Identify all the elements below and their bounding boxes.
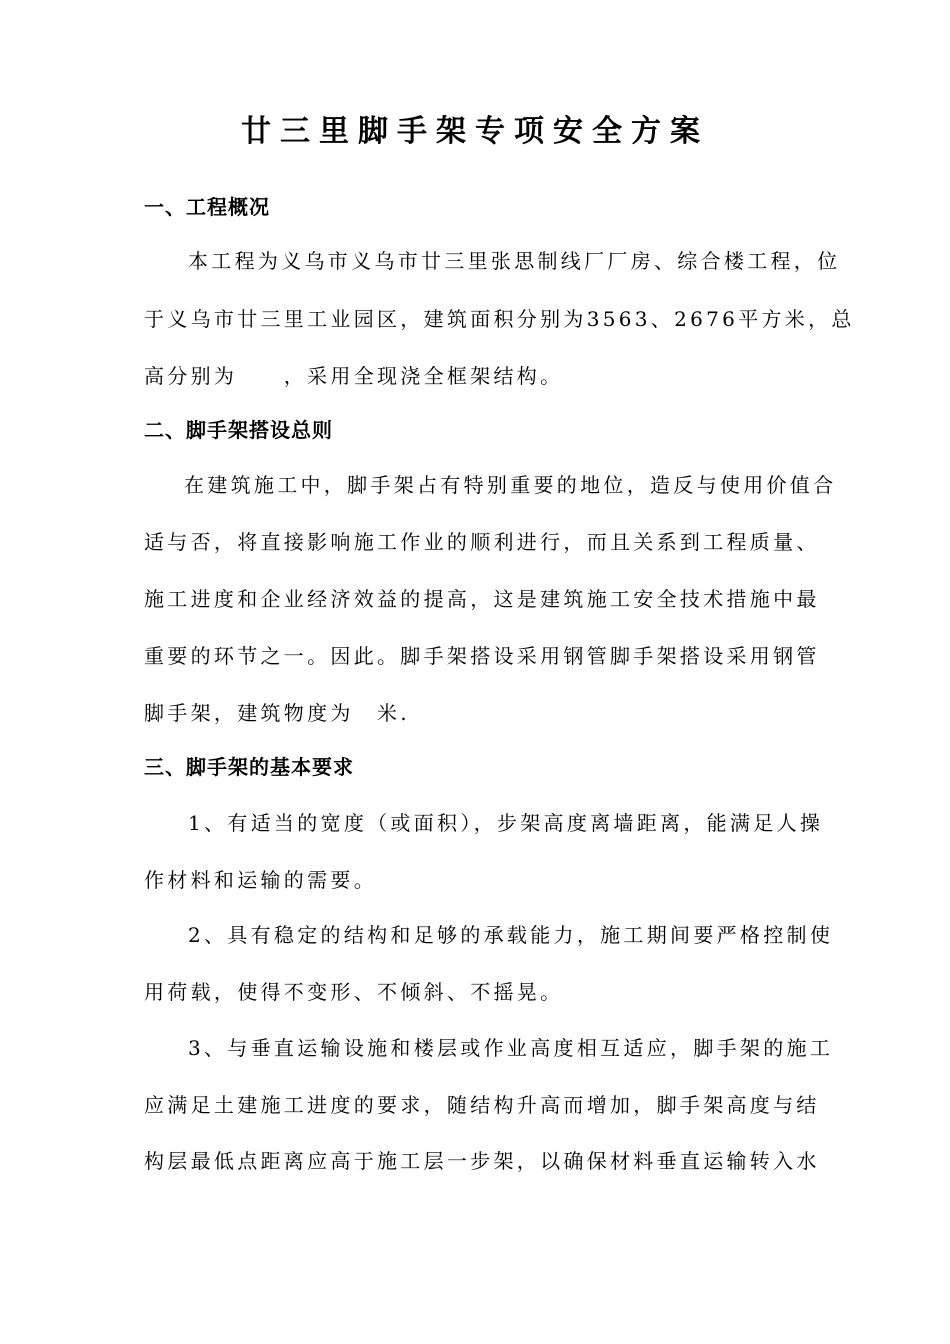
section-heading-basic-requirements: 三、脚手架的基本要求 xyxy=(144,755,354,779)
document-title: 廿三里脚手架专项安全方案 xyxy=(241,114,709,149)
paragraph-line: 1、有适当的宽度（或面积），步架高度离墙距离，能满足人操 xyxy=(188,811,824,835)
paragraph-line: 高分别为 ，采用全现浇全框架结构。 xyxy=(144,364,564,388)
paragraph-line: 施工进度和企业经济效益的提高，这是建筑施工安全技术措施中最 xyxy=(144,587,820,611)
paragraph-line: 脚手架，建筑物度为 米. xyxy=(144,701,410,725)
paragraph-line: 3、与垂直运输设施和楼层或作业高度相互适应，脚手架的施工 xyxy=(188,1036,834,1060)
section-heading-general-rules: 二、脚手架搭设总则 xyxy=(144,418,333,442)
paragraph-line: 构层最低点距离应高于施工层一步架，以确保材料垂直运输转入水 xyxy=(144,1149,820,1173)
paragraph-line: 于义乌市廿三里工业园区，建筑面积分别为3563、2676平方米，总 xyxy=(144,307,855,331)
paragraph-line: 应满足土建施工进度的要求，随结构升高而增加，脚手架高度与结 xyxy=(144,1093,820,1117)
paragraph-line: 2、具有稳定的结构和足够的承载能力，施工期间要严格控制使 xyxy=(188,923,834,947)
paragraph-line: 适与否，将直接影响施工作业的顺利进行，而且关系到工程质量、 xyxy=(144,530,820,554)
section-heading-overview: 一、工程概况 xyxy=(144,195,270,219)
paragraph-line: 用荷载，使得不变形、不倾斜、不摇晃。 xyxy=(144,980,564,1004)
paragraph-line: 作材料和运输的需要。 xyxy=(144,868,377,892)
paragraph-line: 本工程为义乌市义乌市廿三里张思制线厂厂房、综合楼工程，位 xyxy=(188,249,841,273)
paragraph-line: 重要的环节之一。因此。脚手架搭设采用钢管脚手架搭设采用钢管 xyxy=(144,644,820,668)
paragraph-line: 在建筑施工中，脚手架占有特别重要的地位，造反与使用价值合 xyxy=(184,473,837,497)
